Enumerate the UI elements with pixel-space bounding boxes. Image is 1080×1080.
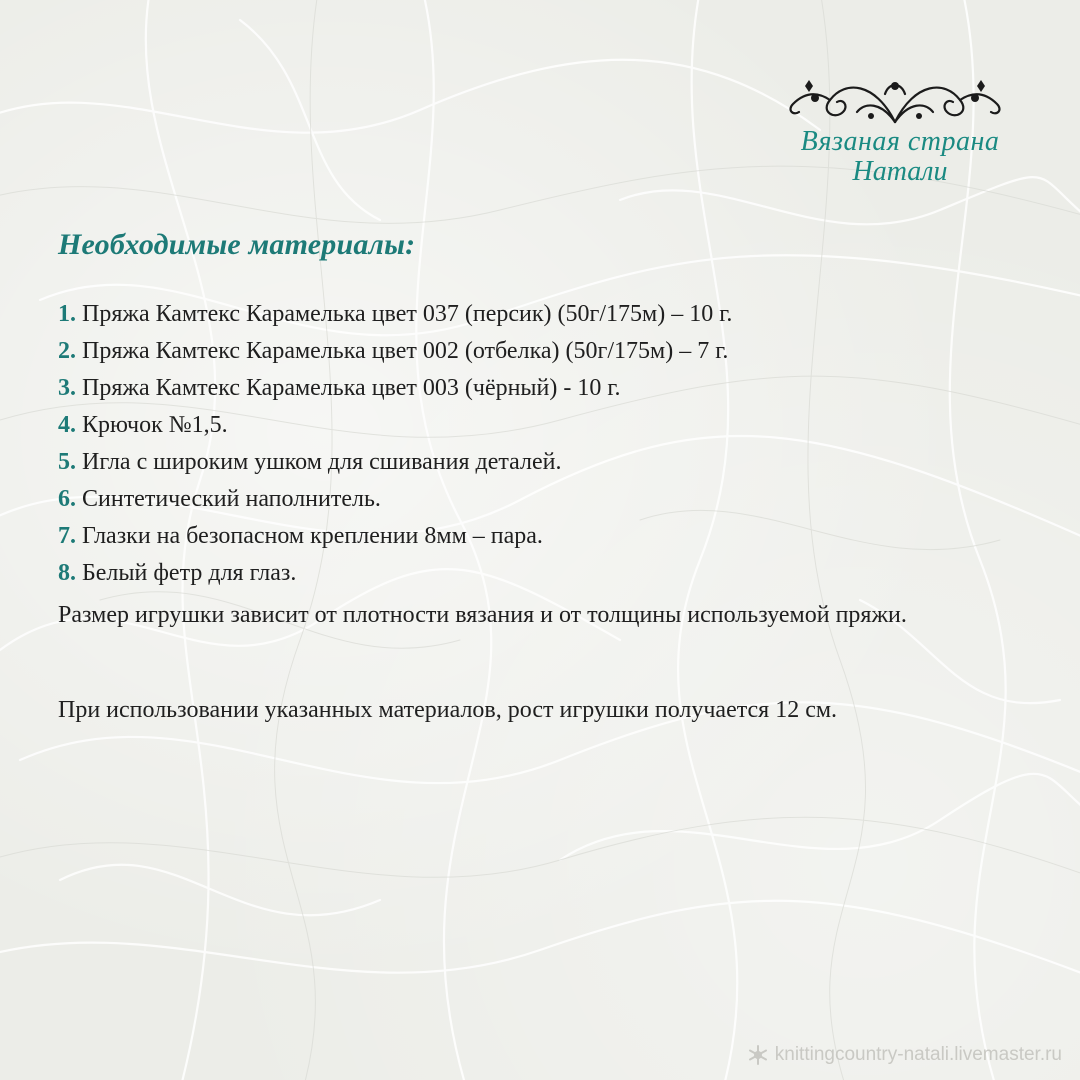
list-item <box>58 555 732 592</box>
item-text: Игла с широким ушком для сшивания деталей. <box>76 449 562 475</box>
watermark-url: knittingcountry-natali.livemaster.ru <box>774 1044 1062 1065</box>
watermark <box>747 1044 1062 1066</box>
snowflake-icon <box>747 1044 769 1066</box>
logo-title-line1: Вязаная страна <box>800 126 1000 157</box>
item-number: 8. <box>58 560 76 586</box>
logo-title-line2: Натали <box>852 156 948 187</box>
item-text: Пряжа Камтекс Карамелька цвет 003 (чёрный) - 10 г. <box>76 375 621 401</box>
list-item <box>58 407 732 444</box>
item-text: Синтетический наполнитель. <box>76 486 381 512</box>
item-text: Глазки на безопасном креплении 8мм – пара. <box>76 523 543 549</box>
item-number: 3. <box>58 375 76 401</box>
list-item <box>58 296 732 333</box>
item-number: 1. <box>58 301 76 327</box>
list-item <box>58 370 732 407</box>
item-text: Пряжа Камтекс Карамелька цвет 002 (отбелка) (50г/175м) – 7 г. <box>76 338 729 364</box>
toy-height-note: При использовании указанных материалов, рост игрушки получается 12 см. <box>58 697 838 723</box>
item-text: Пряжа Камтекс Карамелька цвет 037 (персик) (50г/175м) – 10 г. <box>76 301 733 327</box>
toy-size-note: Размер игрушки зависит от плотности вязания и от толщины используемой пряжи. <box>58 602 907 628</box>
item-number: 4. <box>58 412 76 438</box>
item-number: 5. <box>58 449 76 475</box>
list-item <box>58 333 732 370</box>
item-text: Белый фетр для глаз. <box>76 560 297 586</box>
item-number: 2. <box>58 338 76 364</box>
floral-swirl-ornament-icon <box>785 72 1005 130</box>
item-number: 6. <box>58 486 76 512</box>
list-item <box>58 518 732 555</box>
item-number: 7. <box>58 523 76 549</box>
list-item <box>58 444 732 481</box>
materials-list <box>58 296 732 592</box>
list-item <box>58 481 732 518</box>
item-text: Крючок №1,5. <box>76 412 228 438</box>
materials-heading: Необходимые материалы: <box>58 228 416 261</box>
